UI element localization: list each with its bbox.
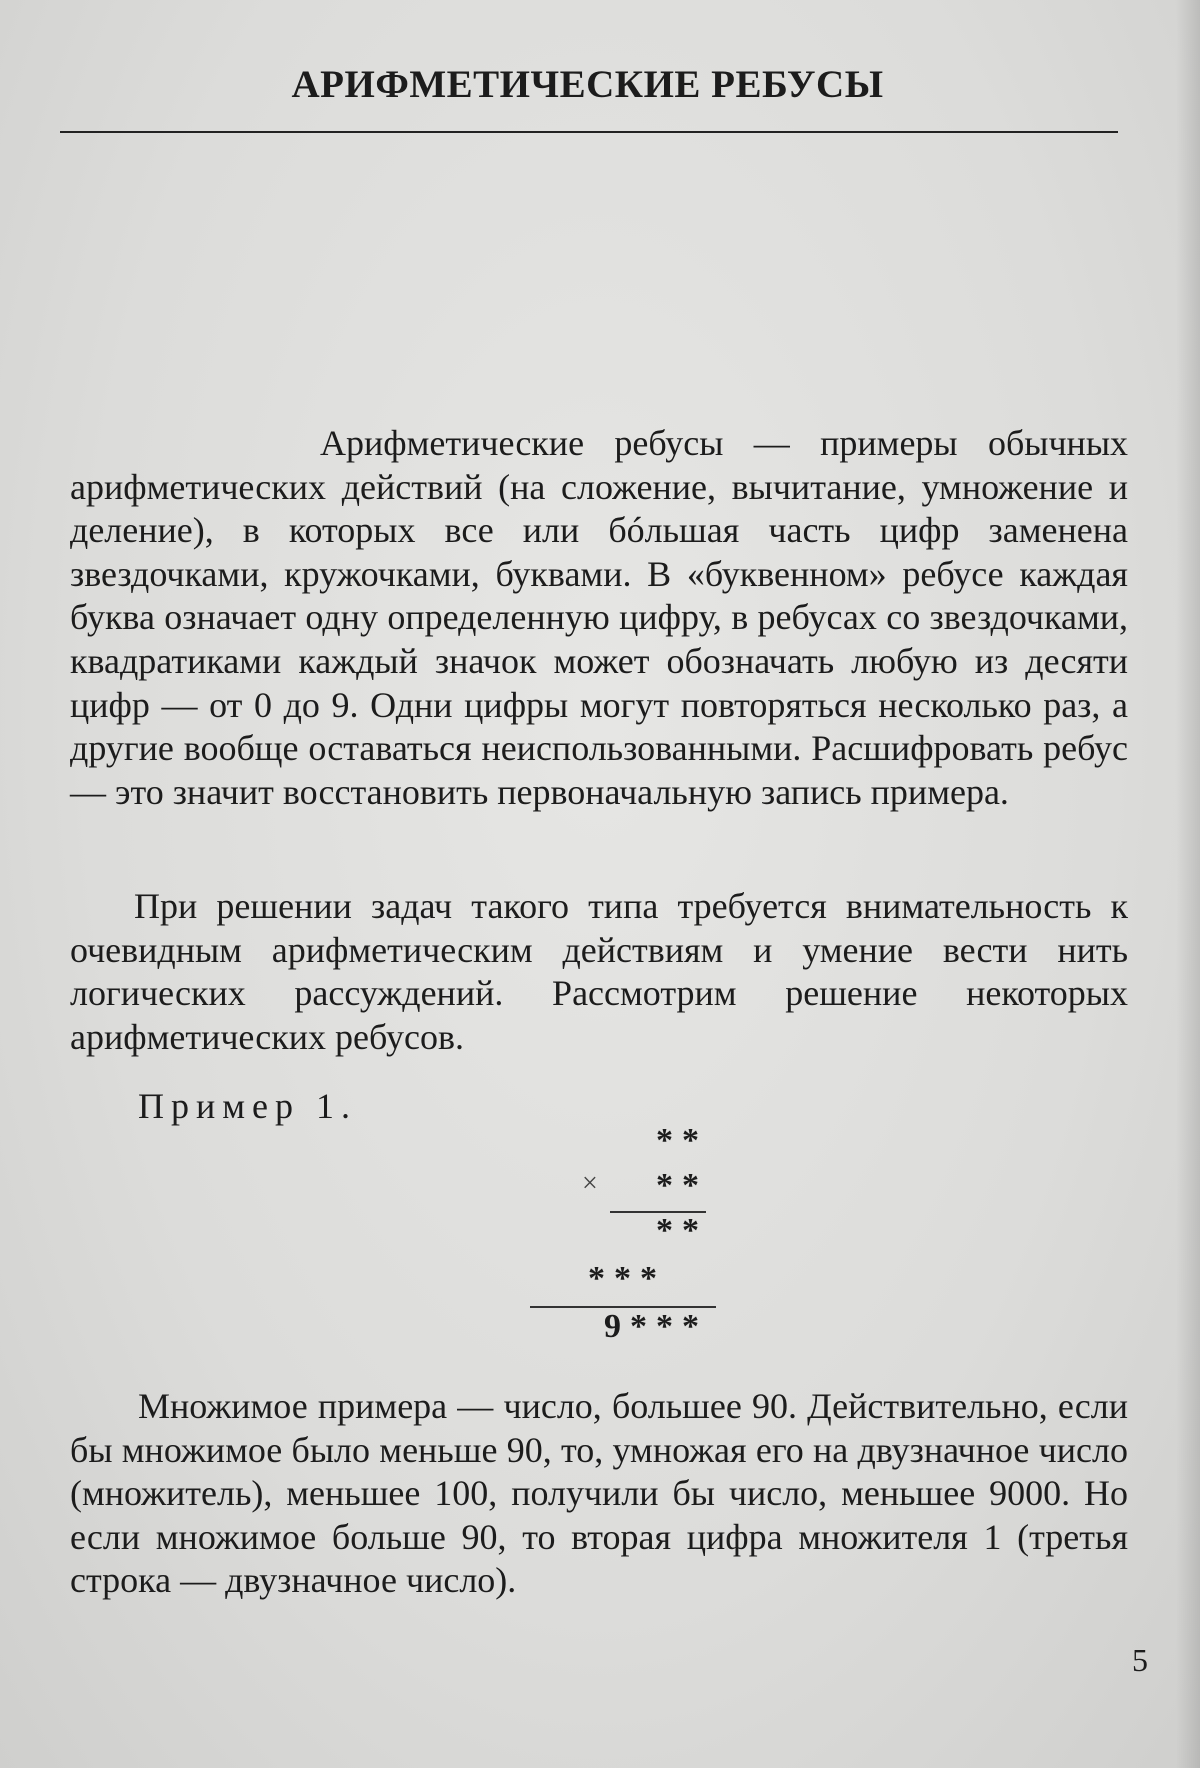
page-title: АРИФМЕТИЧЕСКИЕ РЕБУСЫ	[291, 63, 884, 106]
example-label: Пример 1.	[138, 1086, 358, 1126]
page-number: 5	[1132, 1642, 1148, 1678]
rebus-multiplicand: **	[656, 1122, 708, 1159]
page-edge-shadow	[1176, 0, 1200, 1768]
method-paragraph: При решении задач такого типа требуется внимательность к очевидным арифметическим действиям и умение вести нить логических рассуждений. Рассмотрим решение некоторых арифметических ребусов.	[70, 886, 1128, 1057]
title-divider	[60, 131, 1118, 133]
rebus-partial-product-2: ***	[588, 1260, 666, 1297]
multiply-sign: ×	[582, 1168, 598, 1199]
rebus-result: 9***	[604, 1308, 708, 1345]
solution-paragraph: Множимое примера — число, большее 90. Действительно, если бы множимое было меньше 90, то, умножая его на двузначное число (множитель), меньшее 100, получили бы число, меньшее 9000. Но если множимое больше 90, то вторая цифра множителя 1 (третья строка — двузначное число).	[70, 1386, 1128, 1601]
intro-paragraph: Арифметические ребусы — примеры обычных арифметических действий (на сложение, вычитание, умножение и деление), в которых все или бóльшая часть цифр заменена звездочками, кружочками, буквами. В «буквенном» ребусе каждая буква означает одну определенную цифру, в ребусах со звездочками, квадратиками каждый значок может обозначать любую из десяти цифр — от 0 до 9. Одни цифры могут повторяться несколько раз, а другие вообще оставаться неиспользованными. Расшифровать ребус — это значит восстановить первоначальную запись примера.	[70, 423, 1128, 812]
rebus-example	[520, 1120, 720, 1350]
rebus-multiplier: **	[656, 1167, 708, 1204]
rebus-partial-product-1: **	[656, 1212, 708, 1249]
